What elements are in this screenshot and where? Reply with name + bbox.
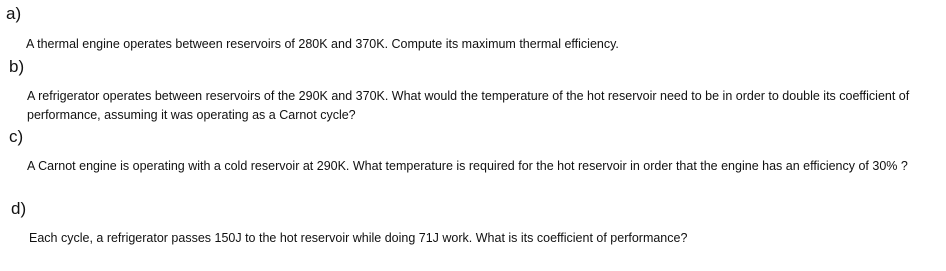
question-label-c: c) xyxy=(9,127,24,146)
question-label-a: a) xyxy=(6,4,22,23)
question-text-b: A refrigerator operates between reservoirs of the 290K and 370K. What would the temperature of the hot reservoir need to be in order to double its coefficient of performance, assuming it was operating as a Carnot cycle? xyxy=(27,89,910,122)
question-label-d: d) xyxy=(11,199,27,218)
question-label-b: b) xyxy=(9,57,25,76)
question-text-d: Each cycle, a refrigerator passes 150J to the hot reservoir while doing 71J work. What is its coefficient of performance? xyxy=(29,231,688,245)
question-text-c: A Carnot engine is operating with a cold reservoir at 290K. What temperature is required for the hot reservoir in order that the engine has an efficiency of 30% ? xyxy=(27,159,908,173)
question-text-a: A thermal engine operates between reservoirs of 280K and 370K. Compute its maximum thermal efficiency. xyxy=(26,37,619,51)
